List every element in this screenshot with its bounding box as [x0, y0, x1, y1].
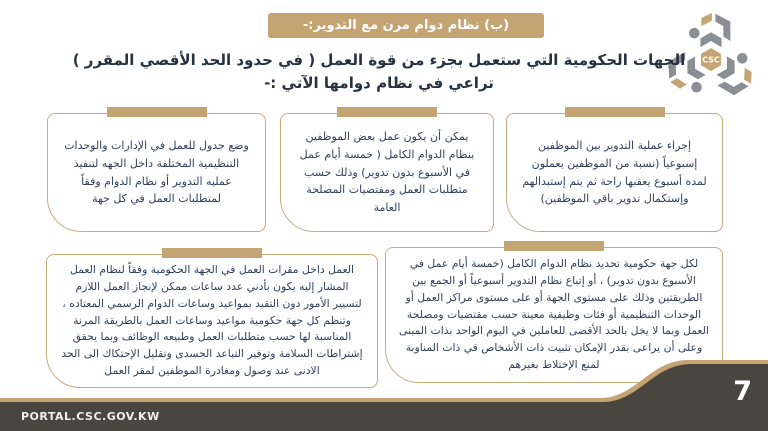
card-text: وضع جدول للعمل في الإدارات والوحدات التنظيمية المختلفة داخل الجهه لتنفيذ عمليه التدوير أو نظام الدوام وفقاً لمتطلبات العمل في كل جهة — [64, 138, 249, 206]
card-text: يمكن أن يكون عمل بعض الموظفين بنظام الدوام الكامل ( خمسة أيام عمل في الأسبوع بدون تدوير) وذلك حسب متطلبات العمل ومقتضيات المصلحة العامة — [299, 129, 475, 215]
card-tab-decoration — [504, 241, 604, 251]
page-number: 7 — [733, 376, 752, 407]
card-tab-decoration — [162, 248, 262, 258]
card-full-time-exception — [280, 113, 494, 232]
card-tab-decoration — [565, 107, 665, 117]
card-text: لكل جهة حكومية تحديد نظام الدوام الكامل (خمسة أيام عمل في الأسبوع بدون تدوير) ، أو إتباع نظام التدوير أسبوعياً أو الجمع بين الطريقتين وذلك على مستوى الجهة أو على مستوى مراكز العمل أو الوحدات التنظيمية أو فئات وظيفية معينة حسب مقتضيات ومصلحة العمل وبما لا يخل بالحد الأقصى للعاملين في اليوم الواحد بذات المبنى وعلى أن يراعى بقدر الإمكان تثبيت ذات الأشخاص في ذات المناوبة لمنع الإختلاط بغيرهم — [399, 257, 709, 371]
portal-url: PORTAL.CSC.GOV.KW — [21, 410, 160, 423]
heading-line-1: الجهات الحكومية التي ستعمل بجزء من قوة العمل ( في حدود الحد الأقصي المقرر ) — [72, 51, 686, 69]
heading-line-2: تراعي في نظام دوامها الآتي :- — [264, 73, 494, 92]
card-tab-decoration — [107, 107, 207, 117]
card-tab-decoration — [337, 107, 437, 117]
page-title: (ب) نظام دوام مرن مع التدوير:- — [268, 13, 544, 38]
logo-label: CSC — [702, 55, 720, 65]
footer-bar — [0, 360, 768, 431]
card-weekly-rotation — [506, 113, 723, 232]
card-text: العمل داخل مقرات العمل في الجهة الحكومية وفقاً لنظام العمل المشار إليه يكون بأدني عدد ساعات ممكن لإنجاز العمل اللازم لتسيير الأمور دون التقيد بمواعيد وساعات الدوام الرسمي المعتاده ، وتنظم كل جهة حكومية مواعيد وساعات العمل بالطريقة المرنة المناسبة لها حسب متطلبات العمل وطبيعه الوظائف وبما يحقق إشتراطات السلامة وتوفير التباعد الجسدى وتقليل الإحتكاك الى الحد الادنى عند وصول ومغادرة الموظفين لمقر العمل — [61, 263, 363, 377]
card-work-schedule — [47, 113, 266, 232]
slide-heading — [0, 49, 758, 94]
card-text: إجراء عملية التدوير بين الموظفين إسبوعياً (نسبة من الموظفين يعملون لمده أسبوع يعقبها راحة ثم يتم إستبدالهم وإستكمال تدوير باقي الموظفين) — [522, 138, 707, 206]
